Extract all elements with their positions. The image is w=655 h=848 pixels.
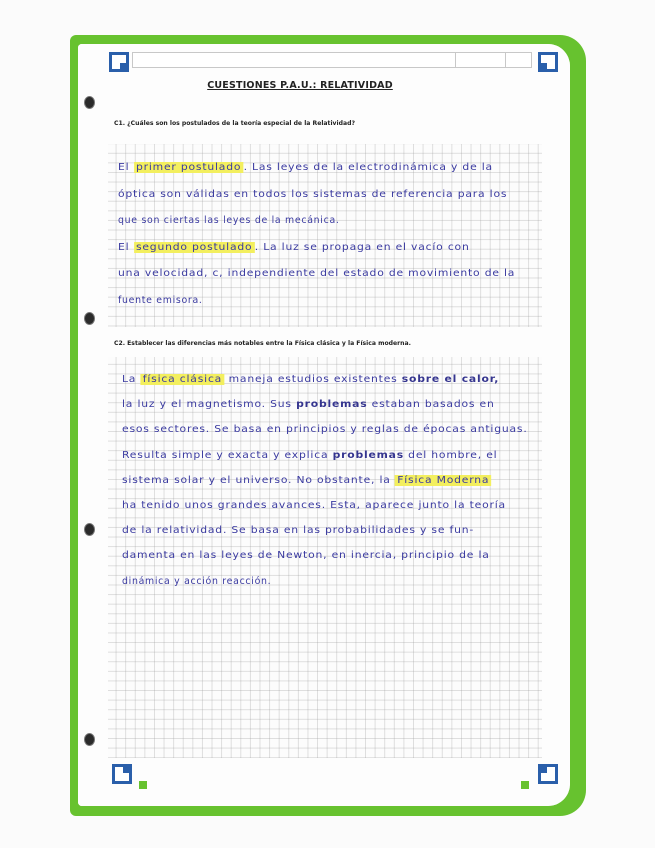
question-2-prompt: C2. Establecer las diferencias más notables entre la Física clásica y la Física moderna.: [114, 340, 411, 347]
line-text: maneja estudios existentes: [224, 374, 402, 385]
page-title: CUESTIONES P.A.U.: RELATIVIDAD: [207, 80, 393, 91]
brand-logo-icon: [538, 52, 558, 72]
handwritten-line: [122, 374, 499, 385]
line-text: de la relatividad. Se basa en las probabilidades y se fun-: [122, 525, 475, 537]
handwritten-line: [122, 576, 271, 587]
emphasized-text: problemas: [296, 399, 368, 411]
handwritten-line: [122, 525, 474, 536]
highlighted-text: Física Moderna: [395, 475, 492, 486]
corner-green-square: [139, 781, 147, 789]
handwritten-line: [122, 475, 492, 486]
brand-logo-icon: [538, 764, 558, 784]
binder-hole-4: [84, 733, 95, 746]
highlighted-text: física clásica: [140, 374, 224, 385]
line-text: El: [118, 162, 134, 173]
right-margin: [542, 140, 570, 760]
line-text: ha tenido unos grandes avances. Esta, aparece junto la teoría: [122, 500, 506, 511]
handwritten-line: [122, 550, 490, 561]
line-text: Resulta simple y exacta y explica: [122, 449, 333, 461]
highlighted-text: segundo postulado: [134, 242, 255, 253]
line-text: El: [118, 241, 134, 253]
handwritten-line: [118, 242, 470, 253]
handwritten-line: [122, 424, 528, 435]
header-divider: [505, 52, 506, 68]
left-margin: [78, 44, 108, 806]
handwritten-line: [118, 215, 340, 226]
line-text: estaban basados en: [367, 399, 495, 411]
handwritten-line: [118, 189, 507, 200]
line-text: del hombre, el: [403, 449, 498, 461]
line-text: damenta en las leyes de Newton, en inercia, principio de la: [122, 550, 490, 562]
question-1-prompt: C1. ¿Cuáles son los postulados de la teoría especial de la Relatividad?: [114, 120, 355, 127]
handwritten-line: [122, 399, 495, 410]
line-text: dinámica y acción reacción.: [122, 575, 272, 587]
line-text: óptica son válidas en todos los sistemas de referencia para los: [118, 188, 508, 200]
emphasized-text: sobre el calor,: [401, 374, 500, 385]
line-text: . Las leyes de la electrodinámica y de la: [243, 162, 493, 173]
brand-logo-icon: [109, 52, 129, 72]
handwritten-line: [118, 268, 515, 279]
line-text: . La luz se propaga en el vacío con: [254, 241, 470, 253]
handwritten-line: [122, 450, 497, 461]
handwritten-line: [118, 295, 203, 306]
binder-hole-1: [84, 96, 95, 109]
corner-green-square: [521, 781, 529, 789]
emphasized-text: problemas: [332, 449, 404, 461]
highlighted-text: primer postulado: [134, 162, 244, 173]
binder-hole-2: [84, 312, 95, 325]
line-text: sistema solar y el universo. No obstante, la: [122, 474, 395, 486]
handwritten-line: [118, 162, 493, 173]
line-text: que son ciertas las leyes de la mecánica.: [118, 215, 340, 226]
sheet-footer-area: [78, 758, 570, 806]
line-text: una velocidad, c, independiente del estado de movimiento de la: [118, 268, 516, 279]
line-text: esos sectores. Se basa en principios y reglas de épocas antiguas.: [122, 424, 528, 436]
brand-logo-icon: [112, 764, 132, 784]
binder-hole-3: [84, 523, 95, 536]
line-text: la luz y el magnetismo. Sus: [122, 399, 297, 411]
line-text: fuente emisora.: [118, 294, 203, 306]
handwritten-line: [122, 500, 506, 511]
header-divider: [455, 52, 456, 68]
header-box: [132, 52, 532, 68]
line-text: La: [122, 374, 141, 385]
